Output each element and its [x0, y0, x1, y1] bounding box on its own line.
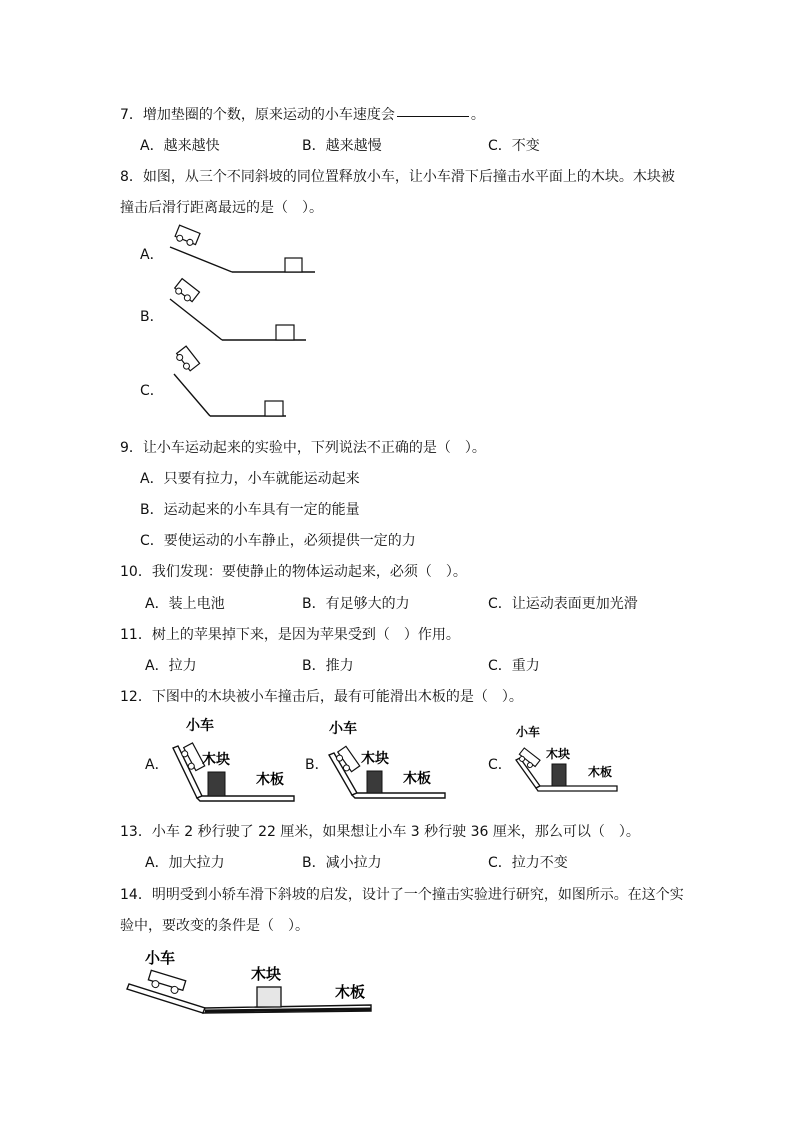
q12-option-b-label[interactable]: B． — [305, 757, 329, 773]
q9-stem: 9．让小车运动起来的实验中，下列说法不正确的是（ ）。 — [120, 440, 486, 456]
q9-option-c[interactable]: C．要使运动的小车静止，必须提供一定的力 — [140, 533, 416, 549]
q14-block-label: 木块 — [251, 965, 282, 983]
q8-figure-b — [160, 285, 330, 345]
q8-stem-line2: 撞击后滑行距离最远的是（ ）。 — [120, 200, 323, 216]
q10-option-b[interactable]: B．有足够大的力 — [302, 596, 410, 612]
q11-stem: 11．树上的苹果掉下来，是因为苹果受到（ ）作用。 — [120, 627, 460, 643]
q11-option-b[interactable]: B．推力 — [302, 658, 354, 674]
q8-option-c-label[interactable]: C． — [140, 383, 164, 399]
q9-option-a[interactable]: A．只要有拉力，小车就能运动起来 — [140, 471, 360, 487]
q12a-block-label: 木块 — [202, 752, 230, 768]
q8-option-b-label[interactable]: B． — [140, 309, 164, 325]
q10-stem: 10．我们发现：要使静止的物体运动起来，必须（ ）。 — [120, 564, 467, 580]
q8-figure-a — [160, 225, 330, 280]
q7-option-b[interactable]: B．越来越慢 — [302, 138, 382, 154]
q11-option-a[interactable]: A．拉力 — [145, 658, 197, 674]
q12-option-c-label[interactable]: C． — [488, 757, 512, 773]
q13-option-a[interactable]: A．加大拉力 — [145, 855, 225, 871]
q12a-car-label: 小车 — [186, 718, 214, 734]
q12c-board-label: 木板 — [588, 765, 613, 779]
q14-car-label: 小车 — [145, 949, 176, 967]
q14-stem-line1: 14．明明受到小轿车滑下斜坡的启发，设计了一个撞击实验进行研究，如图所示。在这个实 — [120, 887, 684, 903]
q12c-block — [552, 764, 566, 786]
q7-stem-end: 。 — [470, 107, 485, 123]
q12c-car-label: 小车 — [516, 725, 541, 739]
q10-option-c[interactable]: C．让运动表面更加光滑 — [488, 596, 638, 612]
q12b-board-label: 木板 — [403, 771, 431, 787]
q12-option-a-label[interactable]: A． — [145, 757, 169, 773]
q13-option-b[interactable]: B．减小拉力 — [302, 855, 382, 871]
q14-figure — [125, 945, 380, 1025]
q7-option-a[interactable]: A．越来越快 — [140, 138, 220, 154]
q12b-car-label: 小车 — [329, 721, 357, 737]
q7-stem-text: 7．增加垫圈的个数，原来运动的小车速度会 — [120, 107, 395, 123]
q8-option-a-label[interactable]: A． — [140, 247, 164, 263]
q14-stem-line2: 验中，要改变的条件是（ ）。 — [120, 918, 309, 934]
q8-stem-line1: 8．如图，从三个不同斜坡的同位置释放小车，让小车滑下后撞击水平面上的木块。木块被 — [120, 169, 675, 185]
q7-option-c[interactable]: C．不变 — [488, 138, 540, 154]
q13-stem: 13．小车 2 秒行驶了 22 厘米，如果想让小车 3 秒行驶 36 厘米，那么可以（ ）。 — [120, 824, 640, 840]
q12-figure-a — [168, 712, 298, 807]
q14-board-label: 木板 — [335, 983, 366, 1001]
q7-answer-blank[interactable] — [397, 116, 469, 117]
q12-stem: 12．下图中的木块被小车撞击后，最有可能滑出木板的是（ ）。 — [120, 689, 523, 705]
q10-option-a[interactable]: A．装上电池 — [145, 596, 225, 612]
q12a-block — [208, 772, 225, 796]
q11-option-c[interactable]: C．重力 — [488, 658, 540, 674]
q9-option-b[interactable]: B．运动起来的小车具有一定的能量 — [140, 502, 360, 518]
q12-figure-c — [512, 722, 622, 797]
q13-option-c[interactable]: C．拉力不变 — [488, 855, 568, 871]
q14-block — [257, 987, 281, 1007]
q12-figure-b — [325, 715, 450, 805]
q12a-board-label: 木板 — [256, 772, 284, 788]
q8-figure-c — [160, 350, 330, 420]
q12c-block-label: 木块 — [546, 747, 571, 761]
q12b-block-label: 木块 — [361, 751, 389, 767]
q7-stem — [120, 104, 485, 124]
q12b-block — [367, 771, 382, 793]
